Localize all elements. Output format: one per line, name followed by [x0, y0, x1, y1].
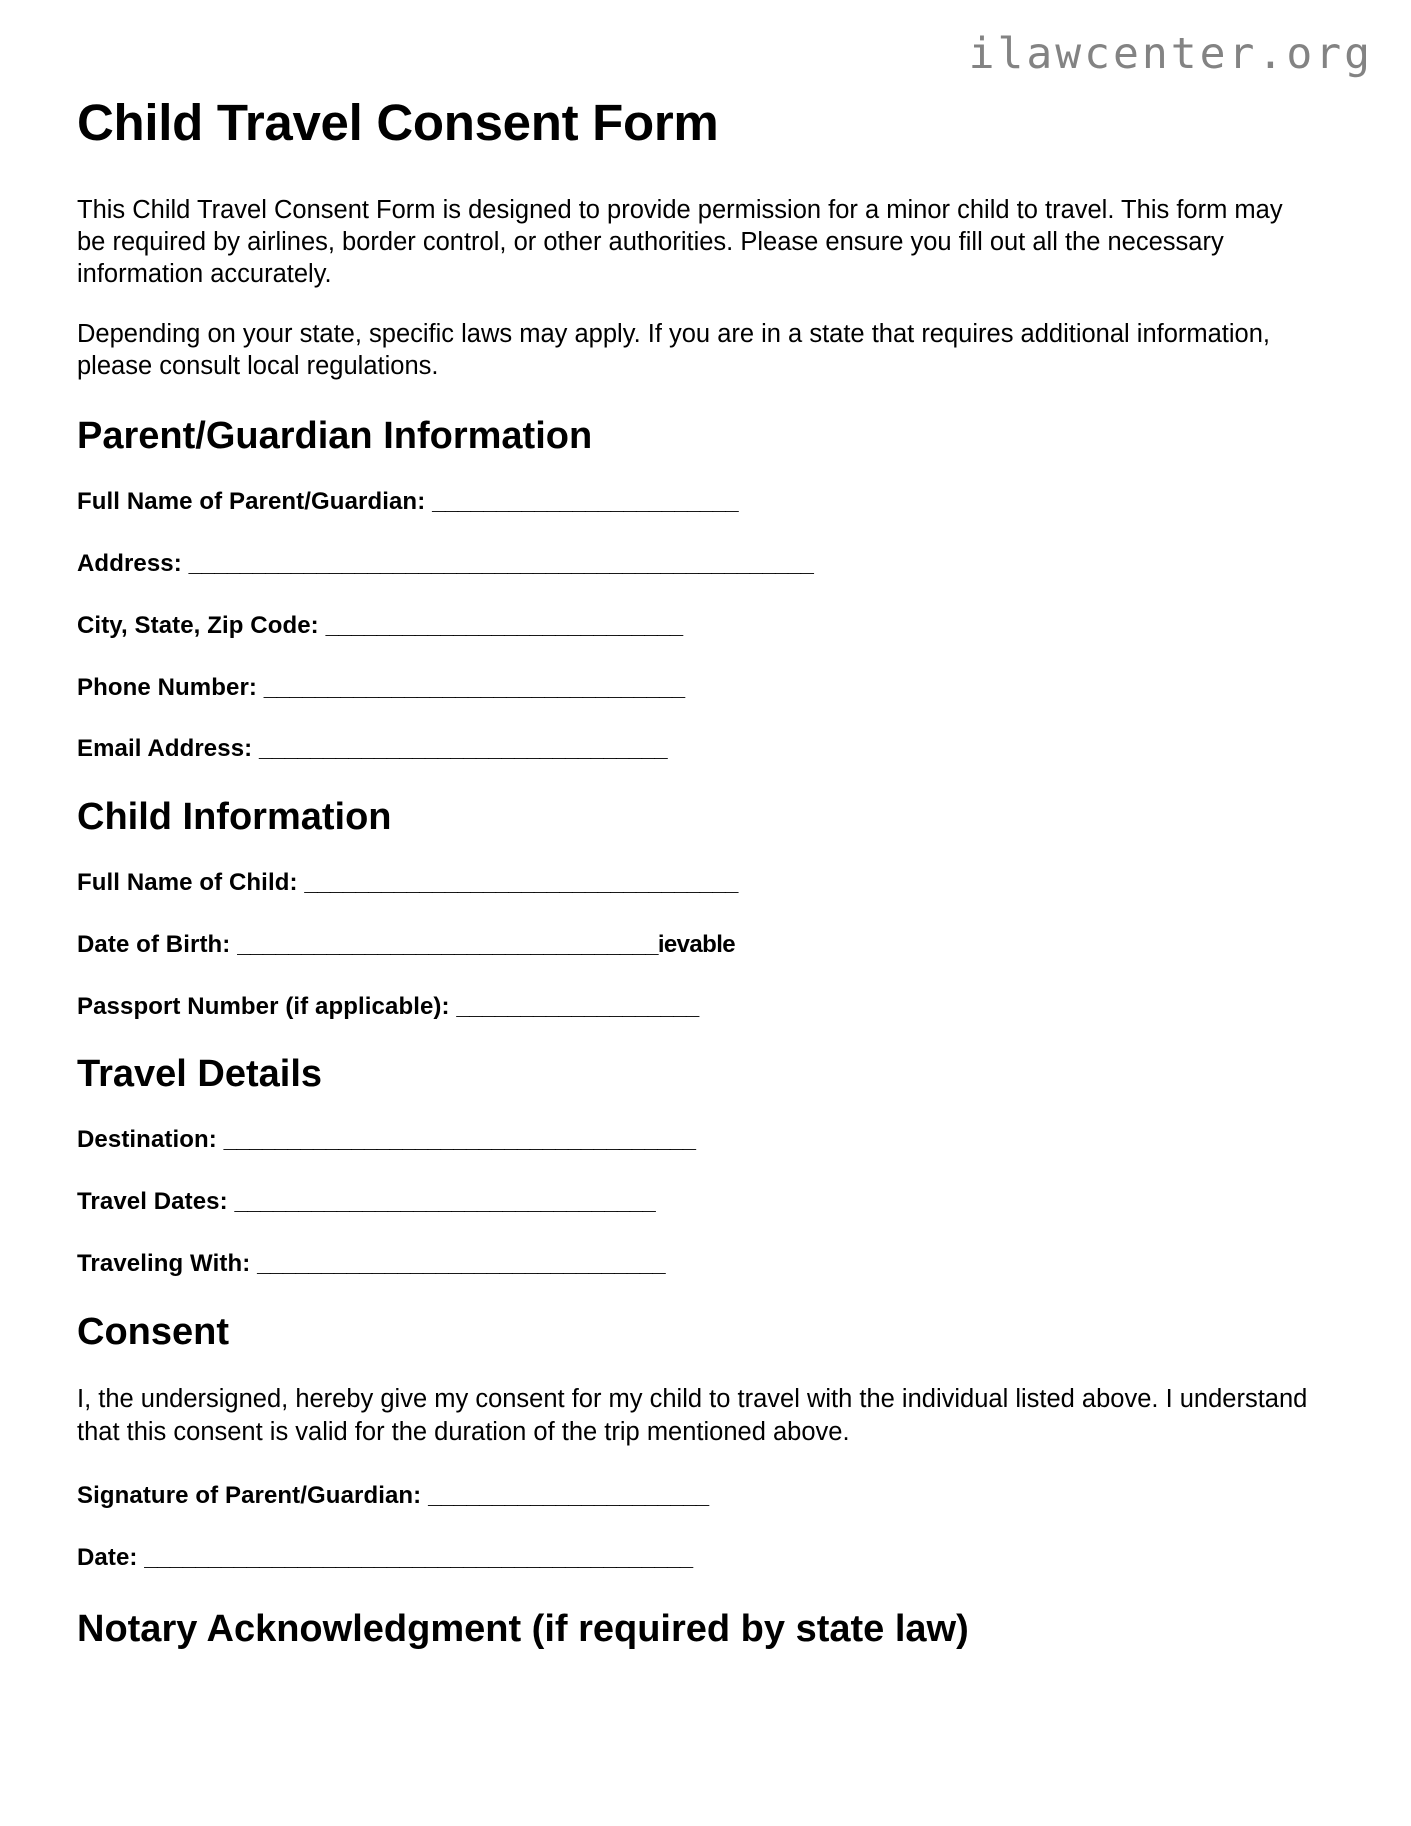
field-passport-number [77, 993, 1327, 1022]
field-signature-parent-guardian [77, 1482, 1327, 1511]
field-label: Signature of Parent/Guardian: [77, 1482, 422, 1510]
field-phone-number [77, 674, 1327, 703]
section-heading-consent: Consent [77, 1310, 229, 1353]
field-blank-line[interactable]: ____________________________ [325, 611, 683, 639]
section-heading-travel-details: Travel Details [77, 1053, 323, 1096]
consent-statement: I, the undersigned, hereby give my consent for my child to travel with the individual listed above. I understand that this consent is valid for the duration of the trip mentioned above. [77, 1385, 1308, 1446]
document-content [77, 96, 1327, 1651]
field-signature-date [77, 1544, 1327, 1573]
field-blank-line[interactable]: _________________________________________________ [188, 550, 814, 578]
field-blank-line[interactable]: ________________________ [432, 488, 739, 516]
section-heading-child-information: Child Information [77, 796, 392, 839]
field-label: Traveling With: [77, 1249, 251, 1277]
site-watermark: ilawcenter.org [968, 29, 1373, 79]
field-label: Email Address: [77, 735, 253, 763]
field-blank-line[interactable]: _________________________________ [234, 1187, 656, 1215]
field-label: Passport Number (if applicable): [77, 992, 450, 1020]
field-email-address [77, 735, 1327, 764]
field-travel-dates [77, 1188, 1327, 1217]
field-blank-line[interactable]: ________________________________ [257, 1249, 666, 1277]
field-label: Travel Dates: [77, 1187, 228, 1215]
section-heading-parent-guardian: Parent/Guardian Information [77, 415, 593, 458]
field-blank-line[interactable]: _____________________________________ [223, 1126, 696, 1154]
field-label: Destination: [77, 1126, 217, 1154]
field-full-name-child [77, 869, 1327, 898]
field-label: Date: [77, 1543, 138, 1571]
field-blank-line[interactable]: __________________________________ [304, 869, 738, 896]
field-blank-line[interactable]: _________________________________ [263, 673, 685, 701]
field-label: Phone Number: [77, 673, 257, 701]
field-label: Full Name of Parent/Guardian: [77, 488, 426, 516]
field-label: Address: [77, 550, 182, 578]
field-blank-line[interactable]: ________________________________ [259, 735, 667, 763]
field-address [77, 550, 1327, 579]
field-blank-line[interactable]: ______________________ [428, 1482, 709, 1510]
field-blank-line[interactable]: ___________________________________________ [144, 1543, 693, 1571]
field-city-state-zip [77, 612, 1327, 641]
field-label: Full Name of Child: [77, 869, 298, 896]
field-blank-line[interactable]: ___________________ [456, 992, 699, 1020]
field-traveling-with [77, 1250, 1327, 1279]
intro-paragraph-2: Depending on your state, specific laws may apply. If you are in a state that requires additional information, please consult local regulations. [77, 319, 1271, 381]
field-full-name-parent-guardian [77, 488, 1327, 517]
page-title: Child Travel Consent Form [77, 94, 719, 151]
intro-paragraph-1: This Child Travel Consent Form is designed to provide permission for a minor child to travel. This form may be required by airlines, border control, or other authorities. Please ensure you fill out all the necessary information accurately. [77, 195, 1283, 289]
section-heading-notary-acknowledgment: Notary Acknowledgment (if required by state law) [77, 1607, 969, 1650]
field-date-of-birth [77, 931, 1327, 960]
field-blank-line[interactable]: _________________________________ievable [237, 930, 736, 958]
field-label: Date of Birth: [77, 930, 231, 958]
field-destination [77, 1126, 1327, 1155]
field-label: City, State, Zip Code: [77, 611, 319, 639]
